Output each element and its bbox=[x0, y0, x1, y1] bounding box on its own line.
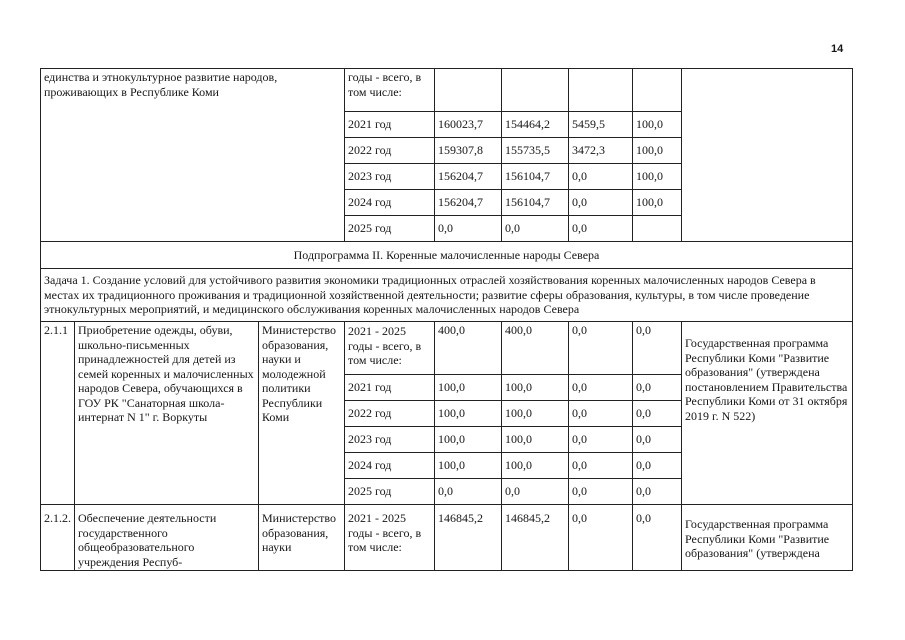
item-number: 2.1.1 bbox=[41, 322, 75, 505]
item-number: 2.1.2. bbox=[41, 505, 75, 571]
value-cell: 0,0 bbox=[633, 322, 682, 375]
year-cell: 2021 год bbox=[345, 112, 435, 138]
value-cell: 0,0 bbox=[435, 216, 502, 242]
value-cell: 0,0 bbox=[633, 505, 682, 571]
value-cell: 0,0 bbox=[633, 427, 682, 453]
value-cell: 0,0 bbox=[569, 401, 633, 427]
value-cell: 146845,2 bbox=[502, 505, 569, 571]
value-cell: 0,0 bbox=[569, 322, 633, 375]
value-cell: 0,0 bbox=[569, 216, 633, 242]
value-cell: 0,0 bbox=[435, 479, 502, 505]
value-cell: 156104,7 bbox=[502, 164, 569, 190]
year-cell: 2024 год bbox=[345, 190, 435, 216]
item-executor: Министерство образования, науки и молодежной политики Республики Коми bbox=[259, 322, 345, 505]
value-cell: 100,0 bbox=[633, 190, 682, 216]
value-cell: 100,0 bbox=[502, 375, 569, 401]
value-cell: 100,0 bbox=[502, 453, 569, 479]
value-cell: 0,0 bbox=[633, 401, 682, 427]
value-cell: 3472,3 bbox=[569, 138, 633, 164]
value-cell: 100,0 bbox=[435, 453, 502, 479]
item-name: Приобретение одежды, обуви, школьно-письменных принадлежностей для детей из семей коренных и малочисленных народов Севера, обучающихся в ГОУ РК "Санаторная школа-интернат N 1" г. Воркуты bbox=[75, 322, 259, 505]
value-cell: 0,0 bbox=[569, 164, 633, 190]
program-table bbox=[40, 68, 853, 571]
year-cell: 2022 год bbox=[345, 401, 435, 427]
value-cell: 146845,2 bbox=[435, 505, 502, 571]
value-cell: 0,0 bbox=[569, 190, 633, 216]
item-name: Обеспечение деятельности государственного общеобразовательного учреждения Респуб- bbox=[75, 505, 259, 571]
prev-block-total-3 bbox=[569, 69, 633, 112]
value-cell: 0,0 bbox=[569, 453, 633, 479]
prev-block-total-1 bbox=[435, 69, 502, 112]
year-cell: 2025 год bbox=[345, 479, 435, 505]
value-cell: 0,0 bbox=[633, 375, 682, 401]
value-cell: 0,0 bbox=[502, 216, 569, 242]
subprogram-title: Подпрограмма II. Коренные малочисленные народы Севера bbox=[41, 242, 853, 269]
value-cell: 159307,8 bbox=[435, 138, 502, 164]
item-program: Государственная программа Республики Коми "Развитие образования" (утверждена bbox=[682, 505, 853, 571]
value-cell: 156104,7 bbox=[502, 190, 569, 216]
value-cell: 100,0 bbox=[435, 427, 502, 453]
value-cell: 0,0 bbox=[569, 375, 633, 401]
value-cell: 154464,2 bbox=[502, 112, 569, 138]
value-cell: 100,0 bbox=[633, 138, 682, 164]
value-cell: 100,0 bbox=[435, 401, 502, 427]
item-211-header-row bbox=[41, 322, 853, 375]
page-number: 14 bbox=[831, 43, 844, 55]
value-cell: 0,0 bbox=[569, 479, 633, 505]
value-cell: 160023,7 bbox=[435, 112, 502, 138]
year-cell: 2021 год bbox=[345, 375, 435, 401]
value-cell: 400,0 bbox=[435, 322, 502, 375]
value-cell: 100,0 bbox=[633, 164, 682, 190]
value-cell: 0,0 bbox=[569, 427, 633, 453]
subprogram-row bbox=[41, 242, 853, 269]
item-program: Государственная программа Республики Коми "Развитие образования" (утверждена постановлением Правительства Республики Коми от 31 октября 2019 г. N 522) bbox=[682, 322, 853, 505]
value-cell: 0,0 bbox=[502, 479, 569, 505]
value-cell bbox=[633, 216, 682, 242]
year-cell: 2023 год bbox=[345, 427, 435, 453]
prev-block-period: годы - всего, в том числе: bbox=[345, 69, 435, 112]
prev-block-total-2 bbox=[502, 69, 569, 112]
value-cell: 0,0 bbox=[569, 505, 633, 571]
prev-block-total-4 bbox=[633, 69, 682, 112]
value-cell: 5459,5 bbox=[569, 112, 633, 138]
value-cell: 100,0 bbox=[435, 375, 502, 401]
prev-block-name: единства и этнокультурное развитие народов, проживающих в Республике Коми bbox=[41, 69, 345, 242]
value-cell: 400,0 bbox=[502, 322, 569, 375]
year-cell: 2025 год bbox=[345, 216, 435, 242]
year-cell: 2022 год bbox=[345, 138, 435, 164]
value-cell: 100,0 bbox=[633, 112, 682, 138]
value-cell: 0,0 bbox=[633, 479, 682, 505]
prev-block-program bbox=[682, 69, 853, 242]
item-period: 2021 - 2025 годы - всего, в том числе: bbox=[345, 505, 435, 571]
item-executor: Министерство образования, науки bbox=[259, 505, 345, 571]
item-212-header-row bbox=[41, 505, 853, 571]
value-cell: 156204,7 bbox=[435, 164, 502, 190]
value-cell: 0,0 bbox=[633, 453, 682, 479]
value-cell: 155735,5 bbox=[502, 138, 569, 164]
value-cell: 156204,7 bbox=[435, 190, 502, 216]
value-cell: 100,0 bbox=[502, 401, 569, 427]
task-description: Задача 1. Создание условий для устойчивого развития экономики традиционных отраслей хозяйствования коренных малочисленных народов Севера в местах их традиционного проживания и традиционной хозяйственной деятельности; развитие сферы образования, культуры, в том числе проведение этнокультурных мероприятий, и медицинского обслуживания коренных малочисленных народов Севера bbox=[41, 269, 853, 322]
prev-block-header-row bbox=[41, 69, 853, 112]
item-period: 2021 - 2025 годы - всего, в том числе: bbox=[345, 322, 435, 375]
year-cell: 2023 год bbox=[345, 164, 435, 190]
value-cell: 100,0 bbox=[502, 427, 569, 453]
task-row bbox=[41, 269, 853, 322]
year-cell: 2024 год bbox=[345, 453, 435, 479]
